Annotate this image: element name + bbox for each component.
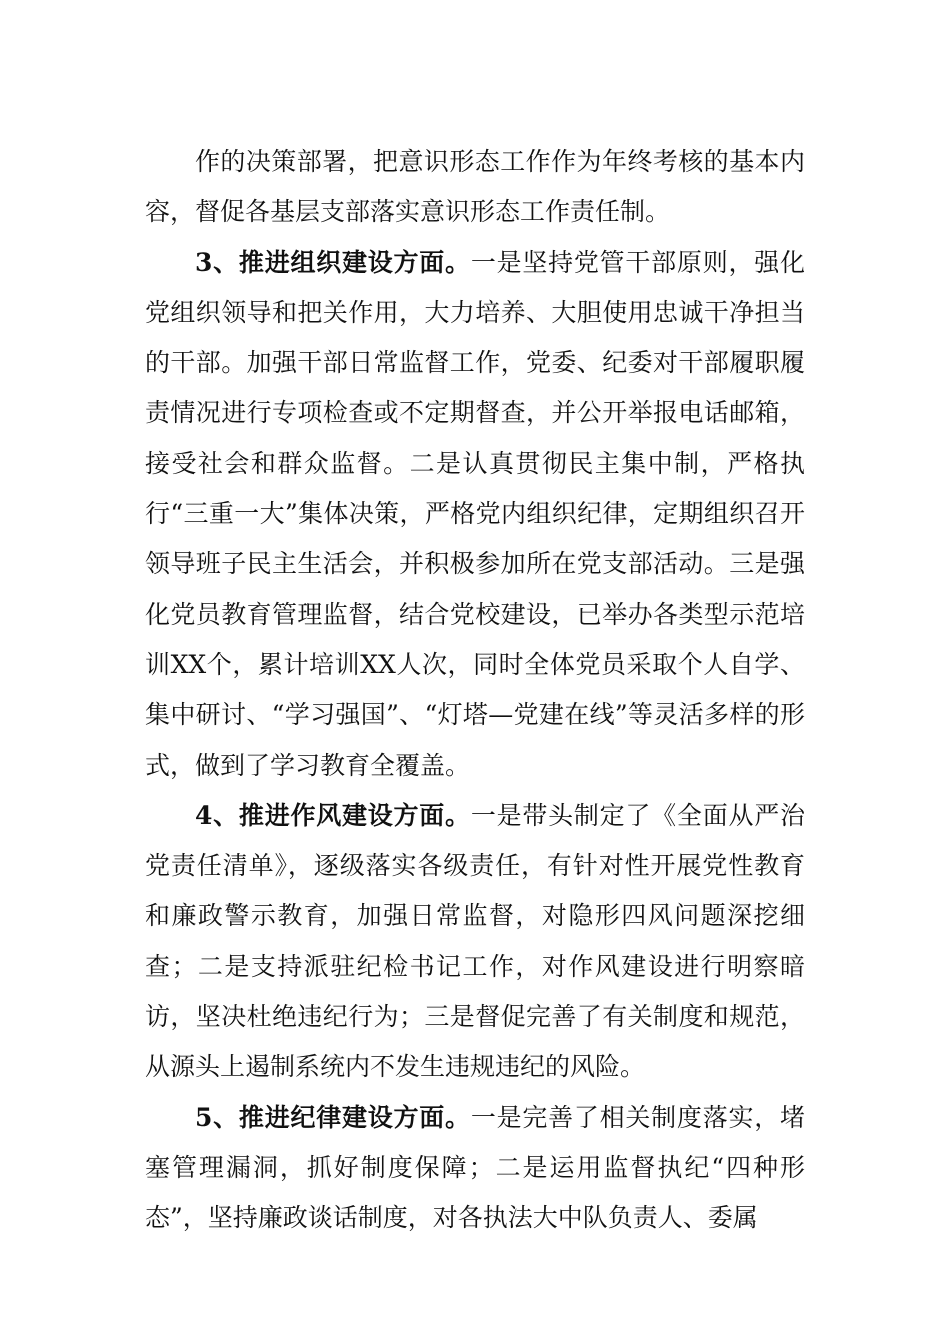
paragraph-text: 作的决策部署，把意识形态工作作为年终考核的基本内容，督促各基层支部落实意识形态工作责任制。 xyxy=(145,147,805,227)
paragraph-organization xyxy=(145,238,805,791)
paragraph-text: 一是坚持党管干部原则，强化党组织领导和把关作用，大力培养、大胆使用忠诚干净担当的干部。加强干部日常监督工作，党委、纪委对干部履职履责情况进行专项检查或不定期督查，并公开举报电话邮箱，接受社会和群众监督。二是认真贯彻民主集中制，严格执行“三重一大”集体决策，严格党内组织纪律，定期组织召开领导班子民主生活会，并积极参加所在党支部活动。三是强化党员教育管理监督，结合党校建设，已举办各类型示范培训XX个，累计培训XX人次，同时全体党员采取个人自学、集中研讨、“学习强国”、“灯塔—党建在线”等灵活多样的形式，做到了学习教育全覆盖。 xyxy=(145,247,805,780)
document-body xyxy=(145,137,805,1244)
paragraph-discipline xyxy=(145,1093,805,1244)
paragraph-heading: 5、推进纪律建设方面。 xyxy=(195,1102,471,1132)
paragraph-continuation xyxy=(145,137,805,238)
paragraph-heading: 3、推进组织建设方面。 xyxy=(195,247,471,277)
paragraph-work-style xyxy=(145,791,805,1093)
paragraph-text: 一是带头制定了《全面从严治党责任清单》，逐级落实各级责任，有针对性开展党性教育和廉政警示教育，加强日常监督，对隐形四风问题深挖细查；二是支持派驻纪检书记工作，对作风建设进行明察暗访，坚决杜绝违纪行为；三是督促完善了有关制度和规范，从源头上遏制系统内不发生违规违纪的风险。 xyxy=(145,800,805,1082)
paragraph-heading: 4、推进作风建设方面。 xyxy=(195,800,471,830)
paragraph-text: 一是完善了相关制度落实，堵塞管理漏洞，抓好制度保障；二是运用监督执纪“四种形态”，坚持廉政谈话制度，对各执法大中队负责人、委属 xyxy=(145,1102,805,1233)
